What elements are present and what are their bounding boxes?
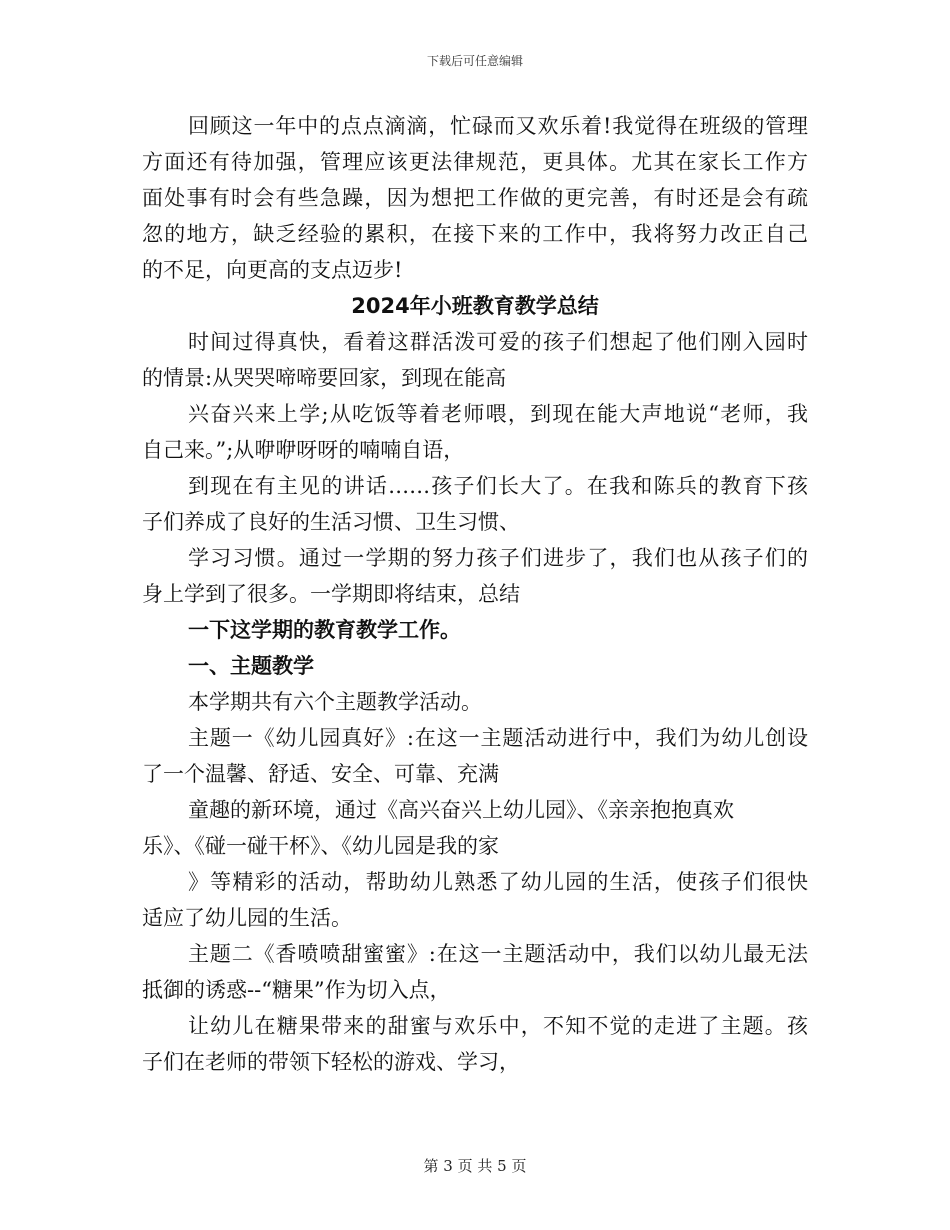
subheading: 一、主题教学 <box>188 654 314 678</box>
body-line: 》等精彩的活动，帮助幼儿熟悉了幼儿园的生活，使孩子们很快 <box>188 870 808 894</box>
body-line: 时间过得真快，看着这群活泼可爱的孩子们想起了他们刚入园时 <box>188 330 808 354</box>
paragraph-line: 面处事有时会有些急躁，因为想把工作做的更完善，有时还是会有疏 <box>142 186 808 210</box>
body-line: 兴奋兴来上学;从吃饭等着老师喂，到现在能大声地说“老师，我 <box>188 402 808 426</box>
body-line: 主题二《香喷喷甜蜜蜜》:在这一主题活动中，我们以幼儿最无法 <box>188 942 808 966</box>
body-line: 抵御的诱惑--“糖果”作为切入点， <box>142 978 451 1002</box>
body-line: 让幼儿在糖果带来的甜蜜与欢乐中，不知不觉的走进了主题。孩 <box>188 1014 808 1038</box>
body-line: 子们养成了良好的生活习惯、卫生习惯、 <box>142 510 520 534</box>
body-line: 主题一《幼儿园真好》:在这一主题活动进行中，我们为幼儿创设 <box>188 726 808 750</box>
section-title: 2024年小班教育教学总结 <box>351 294 599 318</box>
body-line: 学习习惯。通过一学期的努力孩子们进步了，我们也从孩子们的 <box>188 546 808 570</box>
body-line: 自己来。”;从咿咿呀呀的喃喃自语， <box>142 438 465 462</box>
body-line: 本学期共有六个主题教学活动。 <box>188 690 482 714</box>
body-line: 了一个温馨、舒适、安全、可靠、充满 <box>142 762 499 786</box>
body-line: 适应了幼儿园的生活。 <box>142 906 352 930</box>
paragraph-line: 的不足，向更高的支点迈步! <box>142 258 403 282</box>
page-footer: 第 3 页 共 5 页 <box>423 1157 527 1175</box>
body-line: 的情景:从哭哭啼啼要回家，到现在能高 <box>142 366 507 390</box>
paragraph-line: 回顾这一年中的点点滴滴，忙碌而又欢乐着!我觉得在班级的管理 <box>188 114 808 138</box>
body-line: 童趣的新环境，通过《高兴奋兴上幼儿园》、《亲亲抱抱真欢 <box>188 798 734 822</box>
header-note: 下载后可任意编辑 <box>426 54 523 68</box>
paragraph-line: 忽的地方，缺乏经验的累积，在接下来的工作中，我将努力改正自己 <box>142 222 808 246</box>
body-line: 子们在老师的带领下轻松的游戏、学习， <box>142 1050 520 1074</box>
body-line: 身上学到了很多。一学期即将结束，总结 <box>142 582 520 606</box>
document-body <box>142 108 808 1080</box>
subheading: 一下这学期的教育教学工作。 <box>188 618 461 642</box>
paragraph-line: 方面还有待加强，管理应该更法律规范，更具体。尤其在家长工作方 <box>142 150 808 174</box>
body-line: 乐》、《碰一碰干杯》、《幼儿园是我的家 <box>142 834 499 858</box>
body-line: 到现在有主见的讲话……孩子们长大了。在我和陈兵的教育下孩 <box>188 474 808 498</box>
